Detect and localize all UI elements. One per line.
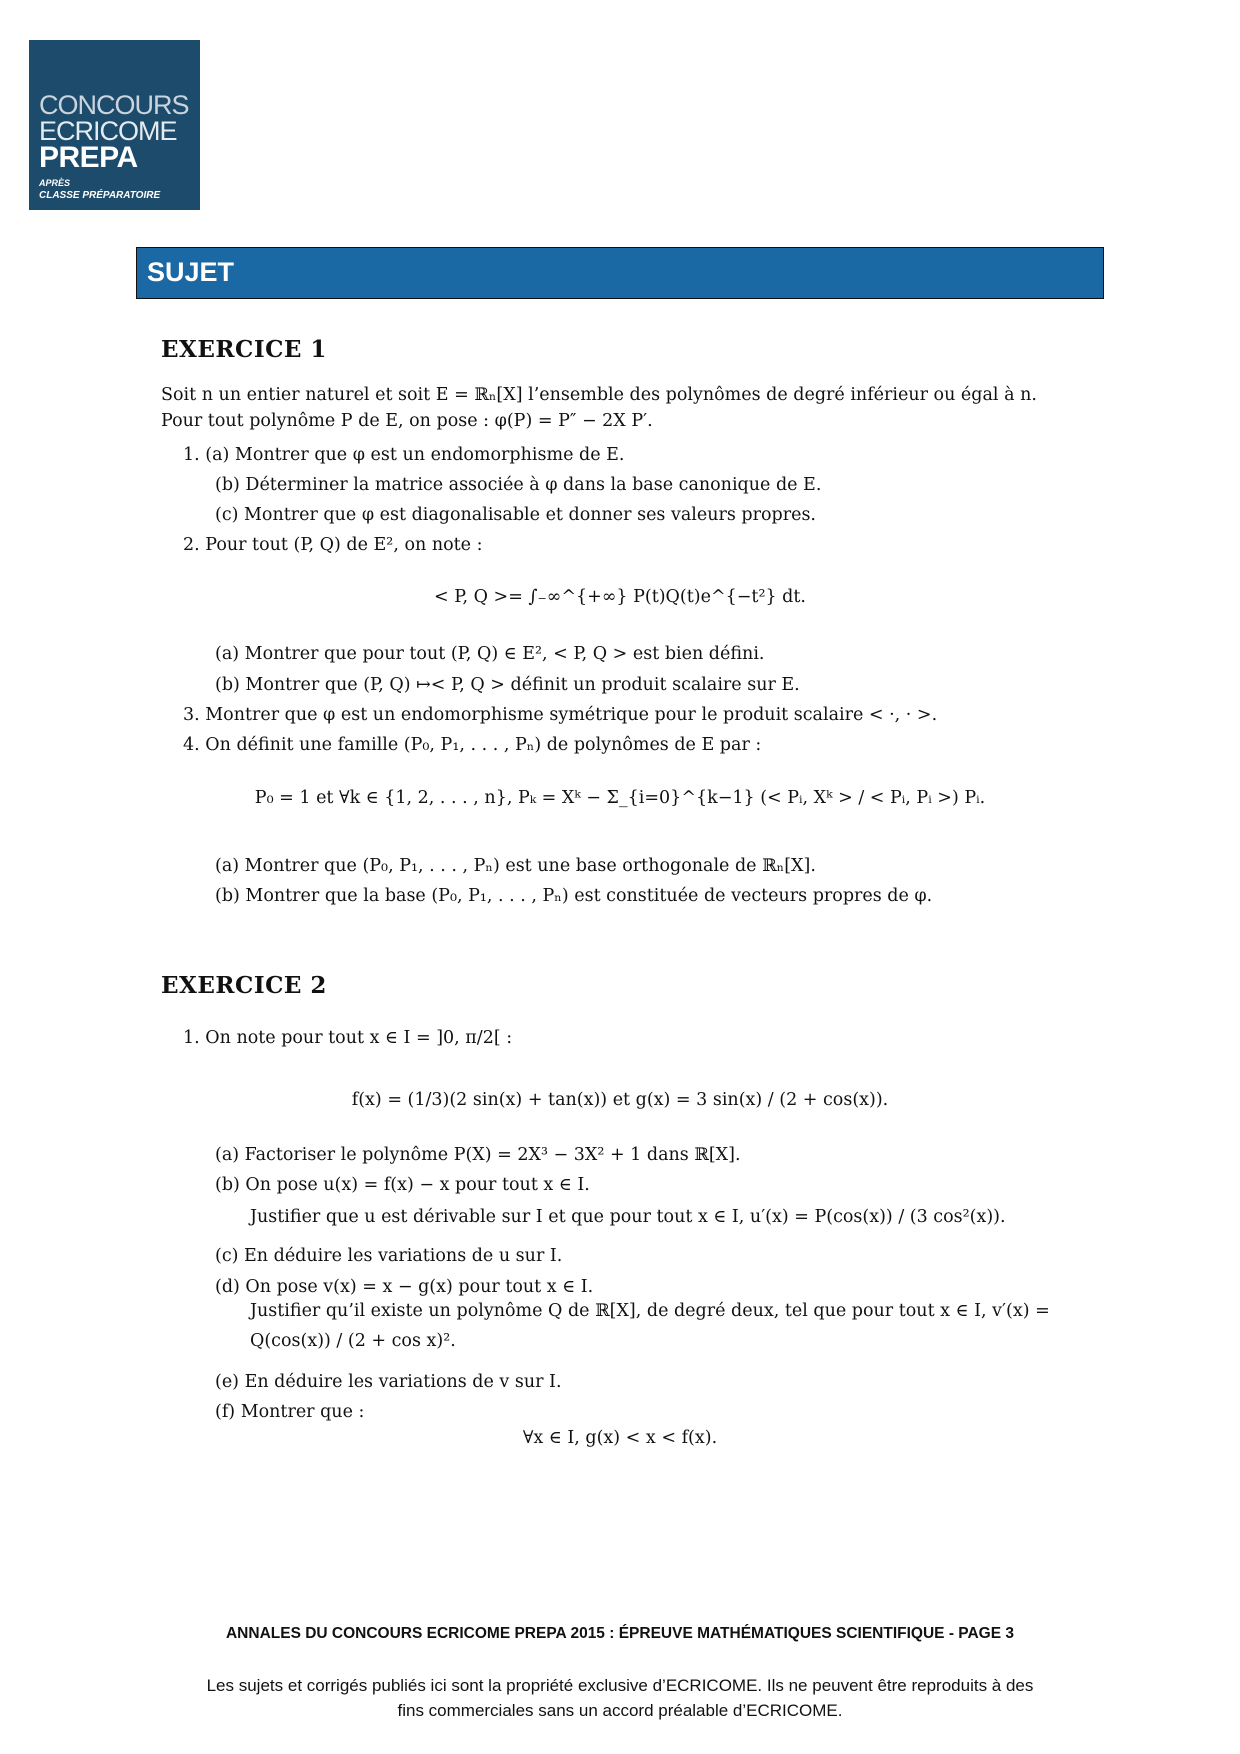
ex2-qf: (f) Montrer que : [215, 1402, 365, 1422]
section-banner [136, 247, 1104, 299]
ex2-q1: 1. On note pour tout x ∈ I = ]0, π/2[ : [183, 1028, 513, 1048]
ex1-intro-2: Pour tout polynôme P de E, on pose : φ(P) = P″ − 2X P′. [161, 411, 653, 431]
logo-line-ecricome: ECRICOME [39, 116, 177, 146]
ex1-q4b: (b) Montrer que la base (P₀, P₁, . . . , Pₙ) est constituée de vecteurs propres de φ. [215, 886, 933, 906]
logo-line-classe: CLASSE PRÉPARATOIRE [39, 190, 161, 201]
footer-copyright-line-1: Les sujets et corrigés publiés ici sont la propriété exclusive d’ECRICOME. Ils ne peuvent être reproduits à des [206, 1676, 1034, 1695]
ex2-qb-1: (b) On pose u(x) = f(x) − x pour tout x ∈ I. [215, 1175, 590, 1195]
ex2-equation-f-g: f(x) = (1/3)(2 sin(x) + tan(x)) et g(x) = 3 sin(x) / (2 + cos(x)). [351, 1090, 889, 1110]
footer-copyright-line-2: fins commerciales sans un accord préalable d’ECRICOME. [397, 1701, 843, 1720]
ex1-q1c: (c) Montrer que φ est diagonalisable et donner ses valeurs propres. [215, 505, 816, 525]
exercise-1-title: EXERCICE 1 [161, 336, 327, 363]
ex2-qe: (e) En déduire les variations de v sur I. [215, 1372, 562, 1392]
ex1-q4: 4. On définit une famille (P₀, P₁, . . . , Pₙ) de polynômes de E par : [183, 735, 762, 755]
ex2-qc: (c) En déduire les variations de u sur I. [215, 1246, 563, 1266]
ex1-equation-family: P₀ = 1 et ∀k ∈ {1, 2, . . . , n}, Pₖ = Xᵏ − Σ_{i=0}^{k−1} (< Pᵢ, Xᵏ > / < Pᵢ, Pᵢ >) Pᵢ. [254, 788, 986, 808]
ex1-q2: 2. Pour tout (P, Q) de E², on note : [183, 535, 483, 555]
footer-page-info: ANNALES DU CONCOURS ECRICOME PREPA 2015 : ÉPREUVE MATHÉMATIQUES SCIENTIFIQUE - PAGE 3 [225, 1625, 1014, 1642]
banner-title: SUJET [147, 257, 235, 287]
logo-line-prepa: PREPA [39, 141, 138, 174]
ex2-qa: (a) Factoriser le polynôme P(X) = 2X³ − 3X² + 1 dans ℝ[X]. [215, 1145, 741, 1165]
ex2-equation-inequality: ∀x ∈ I, g(x) < x < f(x). [522, 1428, 718, 1448]
ex2-qb-2: Justifier que u est dérivable sur I et que pour tout x ∈ I, u′(x) = P(cos(x)) / (3 cos²(x)). [250, 1207, 1006, 1227]
ex2-qd-1: (d) On pose v(x) = x − g(x) pour tout x ∈ I. [215, 1277, 594, 1297]
ex1-intro-1: Soit n un entier naturel et soit E = ℝₙ[X] l’ensemble des polynômes de degré inférieur ou égal à n. [161, 385, 1037, 405]
ex1-q2a: (a) Montrer que pour tout (P, Q) ∈ E², < P, Q > est bien défini. [215, 644, 765, 664]
ex1-q1b: (b) Déterminer la matrice associée à φ dans la base canonique de E. [215, 475, 822, 495]
exercise-2-title: EXERCICE 2 [161, 972, 327, 999]
ex2-qd-3: Q(cos(x)) / (2 + cos x)². [250, 1331, 456, 1351]
footer-copyright [0, 1673, 1240, 1723]
logo-line-apres: APRÈS [39, 178, 71, 188]
ex1-q1a: 1. (a) Montrer que φ est un endomorphisme de E. [183, 445, 625, 465]
ecricome-logo [29, 40, 200, 210]
ex2-qd-2: Justifier qu’il existe un polynôme Q de ℝ[X], de degré deux, tel que pour tout x ∈ I, v′(x) = [250, 1301, 1050, 1321]
ex1-equation-scalar-product: < P, Q >= ∫₋∞^{+∞} P(t)Q(t)e^{−t²} dt. [434, 587, 806, 607]
ex1-q4a: (a) Montrer que (P₀, P₁, . . . , Pₙ) est une base orthogonale de ℝₙ[X]. [215, 856, 816, 876]
ex1-q3: 3. Montrer que φ est un endomorphisme symétrique pour le produit scalaire < ·, · >. [183, 705, 938, 725]
ex1-q2b: (b) Montrer que (P, Q) ↦< P, Q > définit un produit scalaire sur E. [215, 675, 800, 695]
logo-line-concours: CONCOURS [39, 90, 189, 120]
